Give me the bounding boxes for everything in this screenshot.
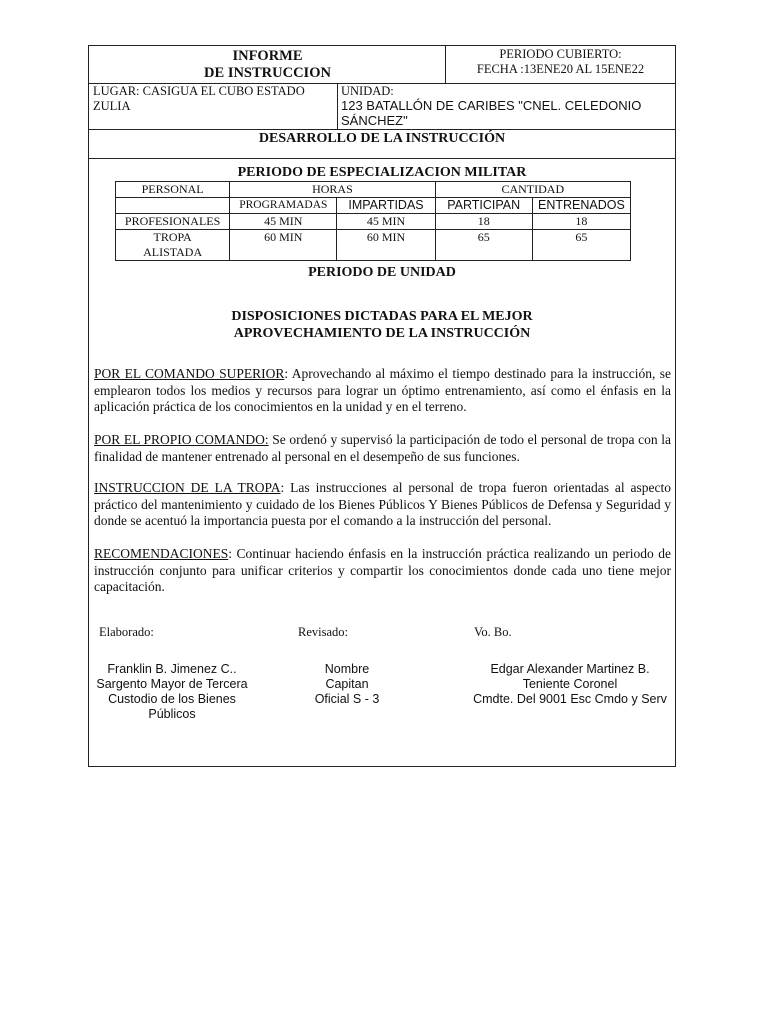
subheader-blank — [116, 198, 230, 214]
divider — [337, 83, 338, 129]
cell-impartidas: 60 MIN — [337, 230, 435, 261]
lugar-field: LUGAR: CASIGUA EL CUBO ESTADO ZULIA — [93, 84, 305, 113]
unidad-value: 123 BATALLÓN DE CARIBES "CNEL. CELEDONIO SÁNCHEZ" — [341, 98, 642, 128]
subheader-impartidas: IMPARTIDAS — [337, 198, 435, 214]
paragraph-label: RECOMENDACIONES — [94, 546, 229, 561]
cell-programadas: 60 MIN — [230, 230, 337, 261]
signer-role: Públicos — [148, 707, 196, 721]
disposiciones-title — [89, 308, 675, 342]
header-personal: PERSONAL — [116, 182, 230, 198]
paragraph-text: Se ordenó y supervisó la participación de todo el personal de tropa con la finalidad de mantener entrenado al personal en el desempeño de sus funciones. — [94, 432, 671, 464]
report-form — [88, 45, 676, 767]
paragraph-recomendaciones — [94, 546, 671, 596]
header-horas: HORAS — [230, 182, 435, 198]
table-row — [116, 230, 631, 261]
periodo-fecha: FECHA :13ENE20 AL 15ENE22 — [476, 62, 645, 76]
paragraph-label: INSTRUCCION DE LA TROPA — [94, 480, 281, 495]
cell-personal: PROFESIONALES — [116, 214, 230, 230]
subheader-entrenados: ENTRENADOS — [532, 198, 630, 214]
table-header-row — [116, 182, 631, 198]
table-subheader-row — [116, 198, 631, 214]
cell-programadas: 45 MIN — [230, 214, 337, 230]
cell-personal: TROPA ALISTADA — [116, 230, 230, 261]
signer-role: Oficial S - 3 — [314, 692, 380, 706]
cell-participan: 18 — [435, 214, 532, 230]
unidad-label: UNIDAD: — [341, 84, 394, 98]
elaborado-label: Elaborado: — [99, 625, 154, 639]
paragraph-label: POR EL PROPIO COMANDO: — [94, 432, 269, 447]
signer-rank: Capitan — [325, 677, 369, 691]
signer-name: Edgar Alexander Martinez B. — [490, 662, 650, 676]
cell-impartidas: 45 MIN — [337, 214, 435, 230]
cell-entrenados: 18 — [532, 214, 630, 230]
unidad-title: PERIODO DE UNIDAD — [308, 265, 456, 280]
periodo-box — [446, 47, 675, 77]
table-row — [116, 214, 631, 230]
paragraph-text: : Continuar haciendo énfasis en la instrucción práctica realizando un periodo de instrucción conjunto para unificar criterios y compartir los conocimientos donde cada uno tiene mejor capacitación. — [94, 546, 671, 594]
subheader-programadas: PROGRAMADAS — [230, 198, 337, 214]
title-line-1: INFORME — [232, 48, 303, 64]
signature-revisado — [289, 662, 405, 707]
paragraph-text: : Aprovechando al máximo el tiempo destinado para la instrucción, se emplearon todos los medios y recursos para lograr un óptimo entrenamiento, así como el énfasis en la aplicación práctica de los conocimientos en la unidad y en el terreno. — [94, 366, 671, 414]
divider — [89, 158, 675, 159]
paragraph-propio-comando — [94, 432, 671, 465]
disposiciones-line-1: DISPOSICIONES DICTADAS PARA EL MEJOR — [231, 309, 533, 324]
paragraph-label: POR EL COMANDO SUPERIOR — [94, 366, 285, 381]
signer-role: Cmdte. Del 9001 Esc Cmdo y Serv — [473, 692, 667, 706]
disposiciones-line-2: APROVECHAMIENTO DE LA INSTRUCCIÓN — [233, 326, 531, 341]
signer-name: Nombre — [324, 662, 370, 676]
paragraph-comando-superior — [94, 366, 671, 416]
especializacion-title: PERIODO DE ESPECIALIZACION MILITAR — [237, 165, 527, 180]
cell-participan: 65 — [435, 230, 532, 261]
signature-vobo — [465, 662, 675, 707]
title-line-2: DE INSTRUCCION — [204, 65, 331, 81]
unidad-field — [341, 84, 671, 128]
desarrollo-title: DESARROLLO DE LA INSTRUCCIÓN — [258, 131, 506, 146]
periodo-label: PERIODO CUBIERTO: — [499, 47, 622, 61]
header-cantidad: CANTIDAD — [435, 182, 630, 198]
vobo-label: Vo. Bo. — [474, 625, 512, 639]
paragraph-text: : Las instrucciones al personal de tropa fueron orientadas al aspecto práctico del mantenimiento y cuidado de los Bienes Públicos Y Bienes Públicos de Defensa y Seguridad y donde se acentuó la importancia puesta por el comando a la instrucción del personal. — [94, 480, 671, 528]
signer-role: Custodio de los Bienes — [108, 692, 236, 706]
report-title — [89, 48, 446, 82]
hours-table — [115, 181, 631, 261]
cell-entrenados: 65 — [532, 230, 630, 261]
signer-rank: Teniente Coronel — [522, 677, 618, 691]
signer-name: Franklin B. Jimenez C.. — [107, 662, 237, 676]
signature-elaborado — [89, 662, 255, 722]
signer-rank: Sargento Mayor de Tercera — [96, 677, 248, 691]
revisado-label: Revisado: — [298, 625, 348, 639]
subheader-participan: PARTICIPAN — [435, 198, 532, 214]
paragraph-instruccion-tropa — [94, 480, 671, 530]
